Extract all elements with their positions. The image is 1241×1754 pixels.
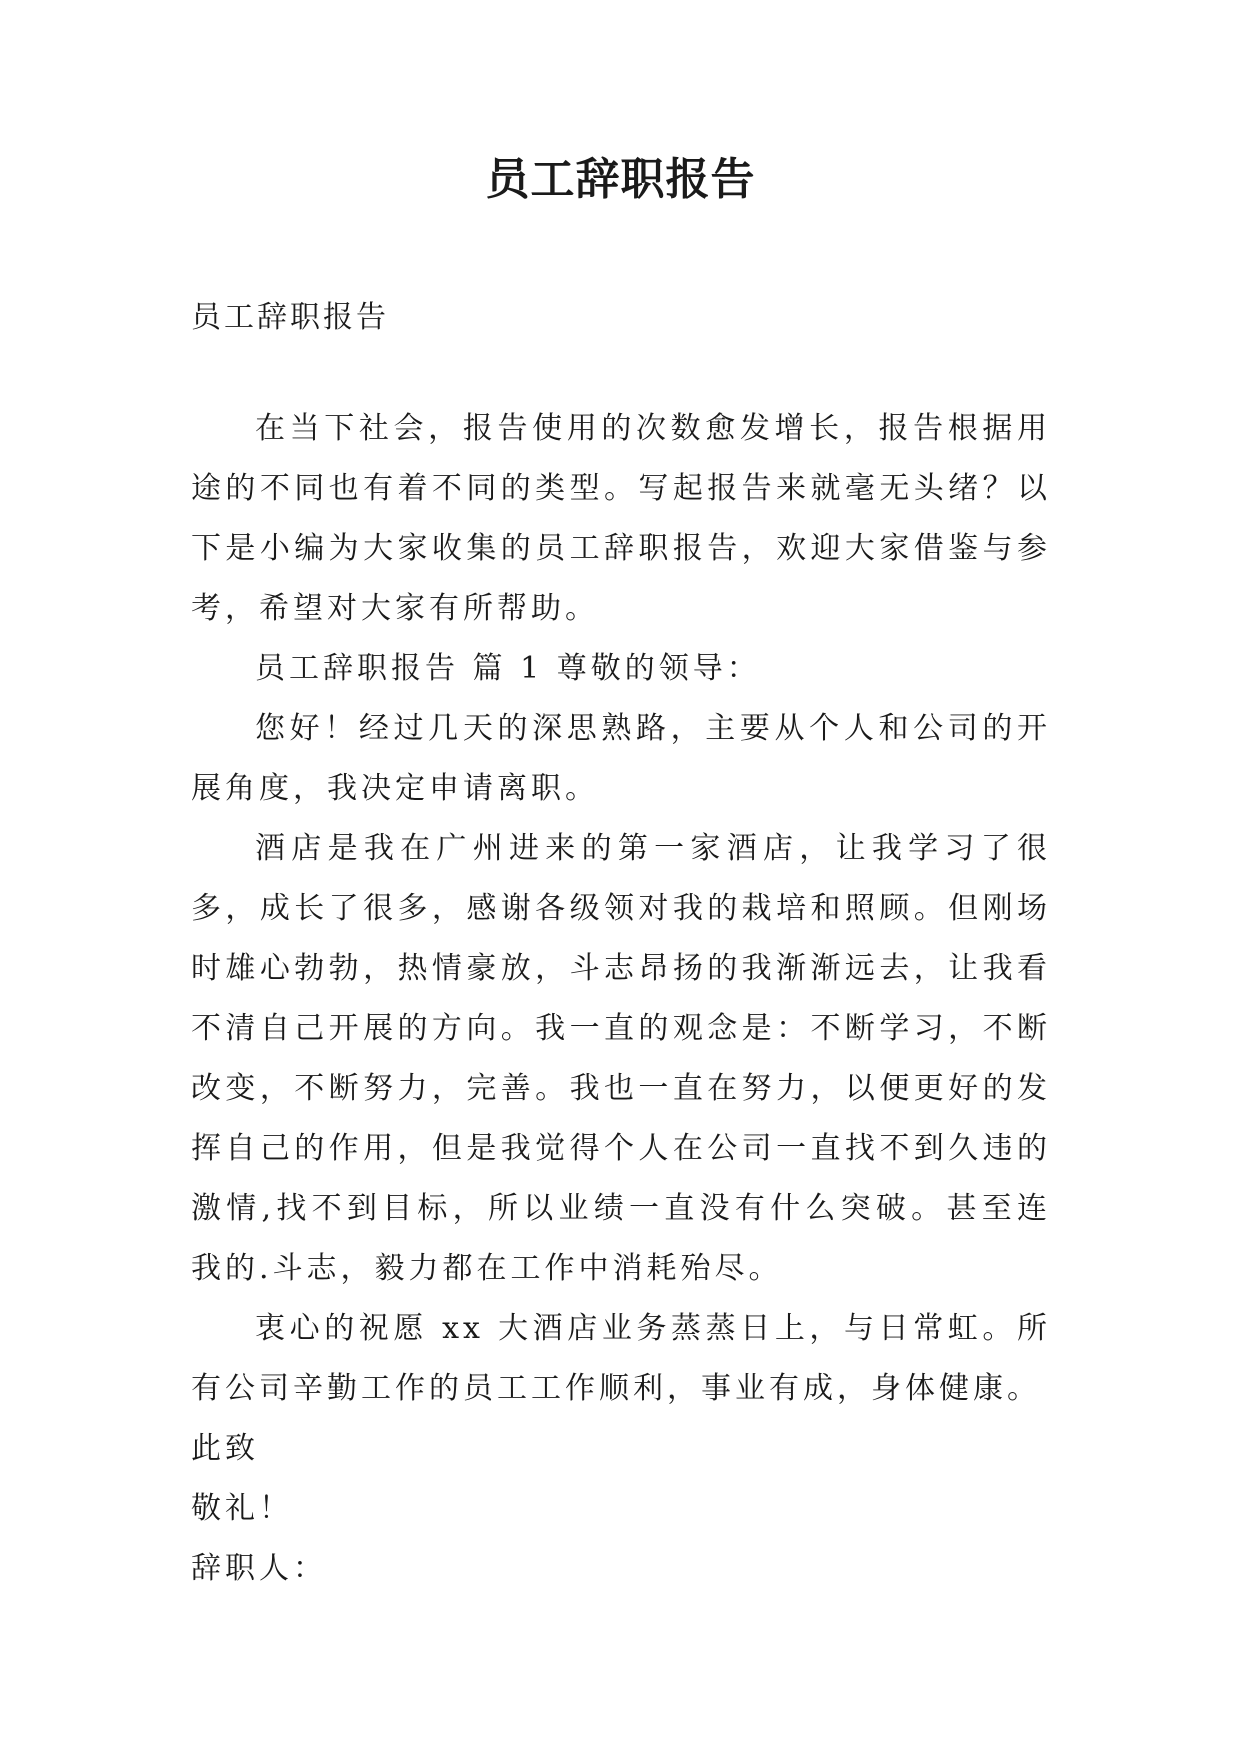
wishes-paragraph: 衷心的祝愿 xx 大酒店业务蒸蒸日上，与日常虹。所有公司辛勤工作的员工工作顺利，事业有成，身体健康。 (191, 1311, 1051, 1406)
intro-paragraph: 在当下社会，报告使用的次数愈发增长，报告根据用途的不同也有着不同的类型。写起报告来就毫无头绪？以下是小编为大家收集的员工辞职报告，欢迎大家借鉴与参考，希望对大家有所帮助。 (191, 411, 1051, 626)
document-subtitle: 员工辞职报告 (191, 300, 389, 335)
closing-line-1: 此致 (191, 1431, 259, 1466)
page-title: 员工辞职报告 (485, 154, 756, 205)
document-body (191, 288, 1051, 1599)
greeting-paragraph: 您好！经过几天的深思熟路，主要从个人和公司的开展角度，我决定申请离职。 (191, 711, 1051, 806)
signature-line: 辞职人： (191, 1551, 327, 1586)
body-paragraph: 酒店是我在广州进来的第一家酒店，让我学习了很多，成长了很多，感谢各级领对我的栽培和照顾。但刚场时雄心勃勃，热情豪放，斗志昂扬的我渐渐远去，让我看不清自己开展的方向。我一直的观念是：不断学习，不断改变，不断努力，完善。我也一直在努力，以便更好的发挥自己的作用，但是我觉得个人在公司一直找不到久违的激情,找不到目标，所以业绩一直没有什么突破。甚至连我的.斗志，毅力都在工作中消耗殆尽。 (191, 831, 1051, 1286)
salutation-paragraph: 员工辞职报告 篇 1 尊敬的领导： (255, 651, 761, 686)
closing-line-2: 敬礼！ (191, 1491, 293, 1526)
